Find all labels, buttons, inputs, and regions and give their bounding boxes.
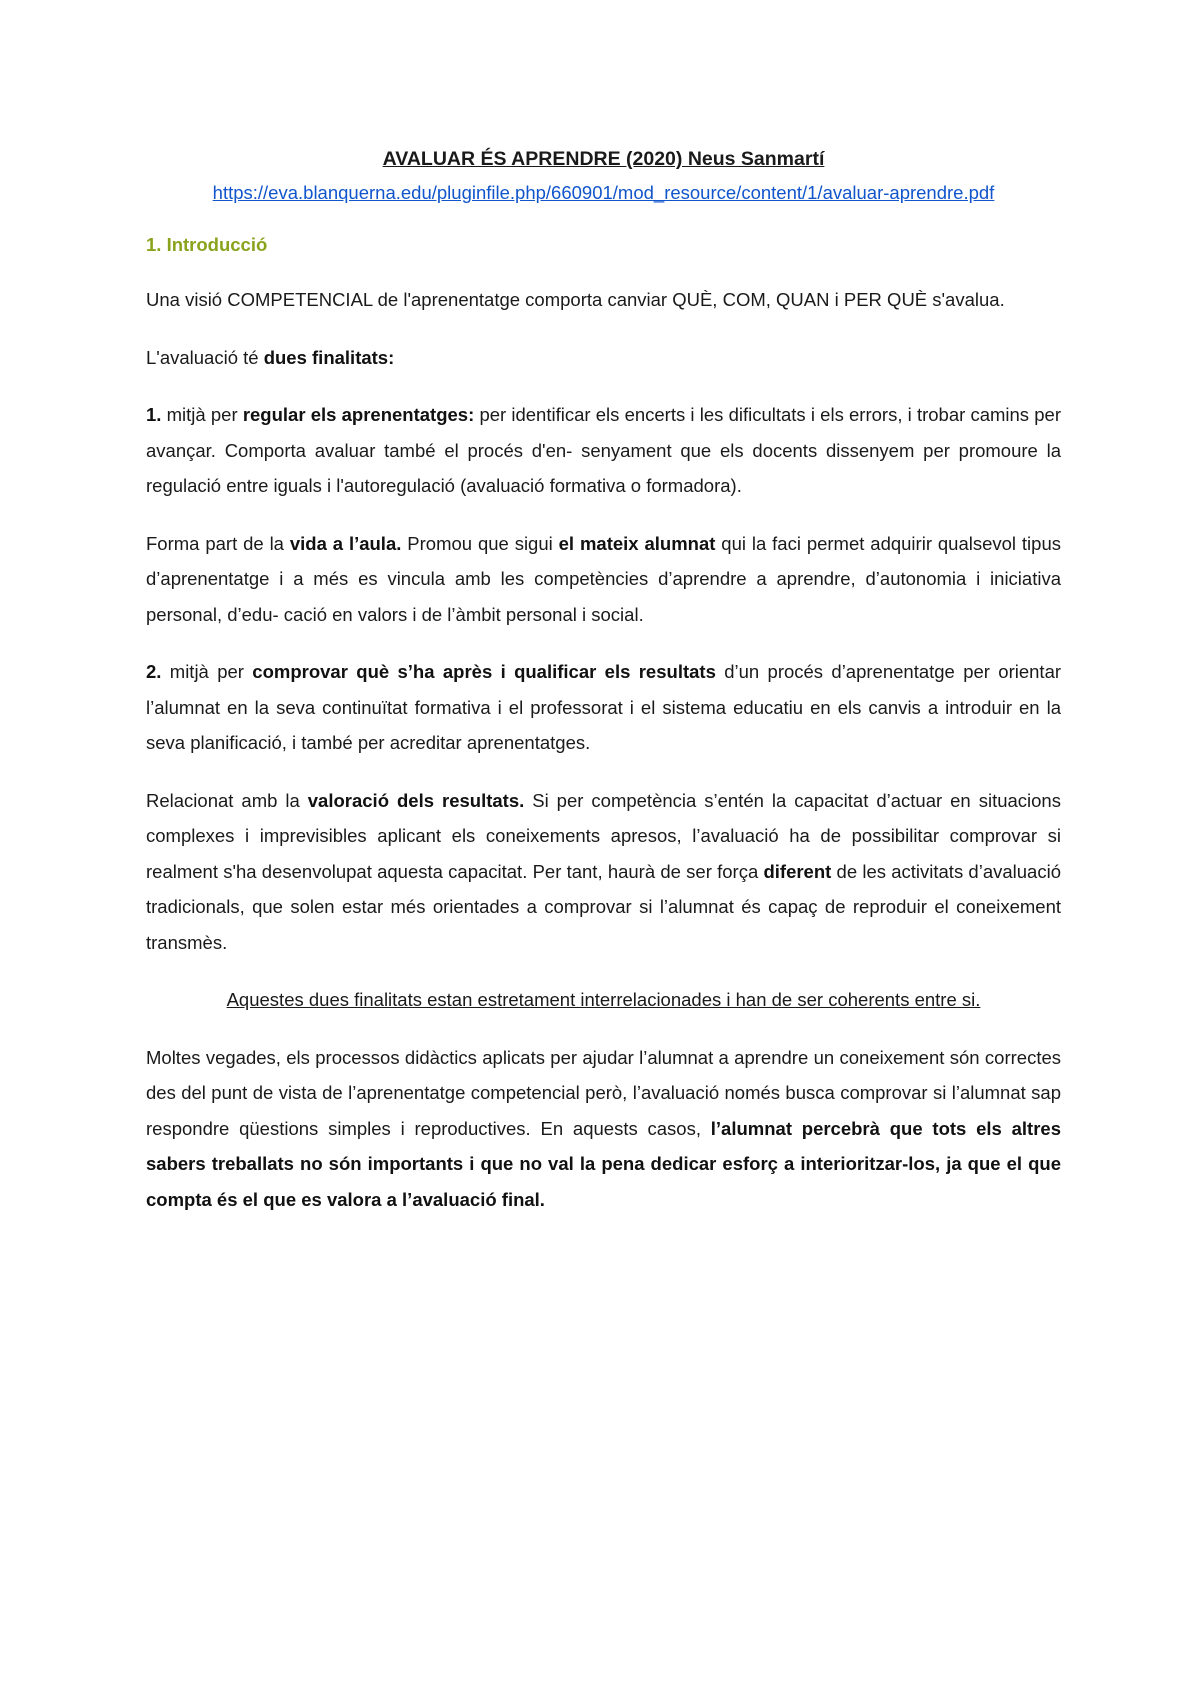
text-run: Promou que sigui [401, 532, 559, 554]
bold-run: 1. [146, 404, 162, 425]
bold-run: l’alumnat percebrà que tots els altres sabers treballats no són importants i que no val la pena dedicar esforç a interioritzar-los, ja que el que compta és el que es valora a l’avaluació final. [146, 1117, 1061, 1210]
bold-run: regular els aprenentatges: [242, 404, 475, 425]
text-run: L'avaluació té [146, 346, 264, 368]
bold-run: comprovar què s’ha après i qualificar els resultats [252, 661, 716, 682]
text-run: de les activitats d’avaluació tradicionals, que solen estar més orientades a comprovar si l’alumnat és capaç de reproduir el coneixement transmès. [146, 860, 1061, 953]
paragraph-vida-aula [146, 526, 1061, 633]
text-run: mitjà per [161, 661, 253, 682]
paragraph-competencial: Una visió COMPETENCIAL de l'aprenentatge comporta canviar QUÈ, COM, QUAN i PER QUÈ s'avalua. [146, 289, 1005, 310]
text-run: Forma part de la [146, 532, 290, 554]
section-heading-introduccio: 1. Introducció [146, 234, 268, 255]
bold-run: dues finalitats: [263, 346, 395, 368]
paragraph-finalitats [146, 340, 1061, 376]
document-title: AVALUAR ÉS APRENDRE (2020) Neus Sanmartí [382, 148, 825, 170]
paragraph-finalitat-2 [146, 654, 1061, 761]
bold-run: diferent [763, 860, 832, 882]
text-run: mitjà per [161, 404, 243, 425]
bold-run: valoració dels resultats. [307, 789, 525, 811]
bold-run: vida a l’aula. [289, 532, 402, 554]
paragraph-interrelacionades: Aquestes dues finalitats estan estretament interrelacionades i han de ser coherents entre si. [226, 989, 981, 1010]
text-run: d’un procés d’aprenentatge per orientar l’alumnat en la seva continuïtat formativa i el professorat i el sistema educatiu en els canvis a introduir en la seva planificació, i també per acreditar aprenentatges. [146, 661, 1062, 753]
source-link[interactable]: https://eva.blanquerna.edu/pluginfile.php/660901/mod_resource/content/1/avaluar-aprendre.pdf [212, 182, 995, 203]
text-run: Moltes vegades, els processos didàctics aplicats per ajudar l’alumnat a aprendre un coneixement són correctes des del punt de vista de l’aprenentatge competencial però, l’avaluació només busca comprovar si l’alumnat sap respondre qüestions simples i reproductives. En aquests casos, [146, 1046, 1061, 1139]
bold-run: el mateix alumnat [558, 532, 716, 554]
text-run: qui la faci permet adquirir qualsevol tipus d’aprenentatge i a més es vincula amb les competències d’aprendre a aprendre, d’autonomia i iniciativa personal, d’edu- cació en valors i de l’àmbit personal i social. [146, 532, 1061, 625]
paragraph-valoracio [146, 783, 1061, 961]
paragraph-moltes-vegades [146, 1040, 1061, 1218]
text-run: per identificar els encerts i les dificultats i els errors, i trobar camins per avançar. Comporta avaluar també el procés d'en- senyament que els docents dissenyem per promoure la regulació entre iguals i l'autoregulació (avaluació formativa o formadora). [146, 404, 1061, 496]
text-run: Relacionat amb la [146, 789, 308, 811]
paragraph-finalitat-1 [146, 397, 1061, 504]
bold-run: 2. [146, 661, 162, 682]
text-run: Si per competència s’entén la capacitat d’actuar en situacions complexes i imprevisibles aplicant els coneixements apresos, l’avaluació ha de possibilitar comprovar si realment s'ha desenvolupat aquesta capacitat. Per tant, haurà de ser força [146, 789, 1061, 882]
